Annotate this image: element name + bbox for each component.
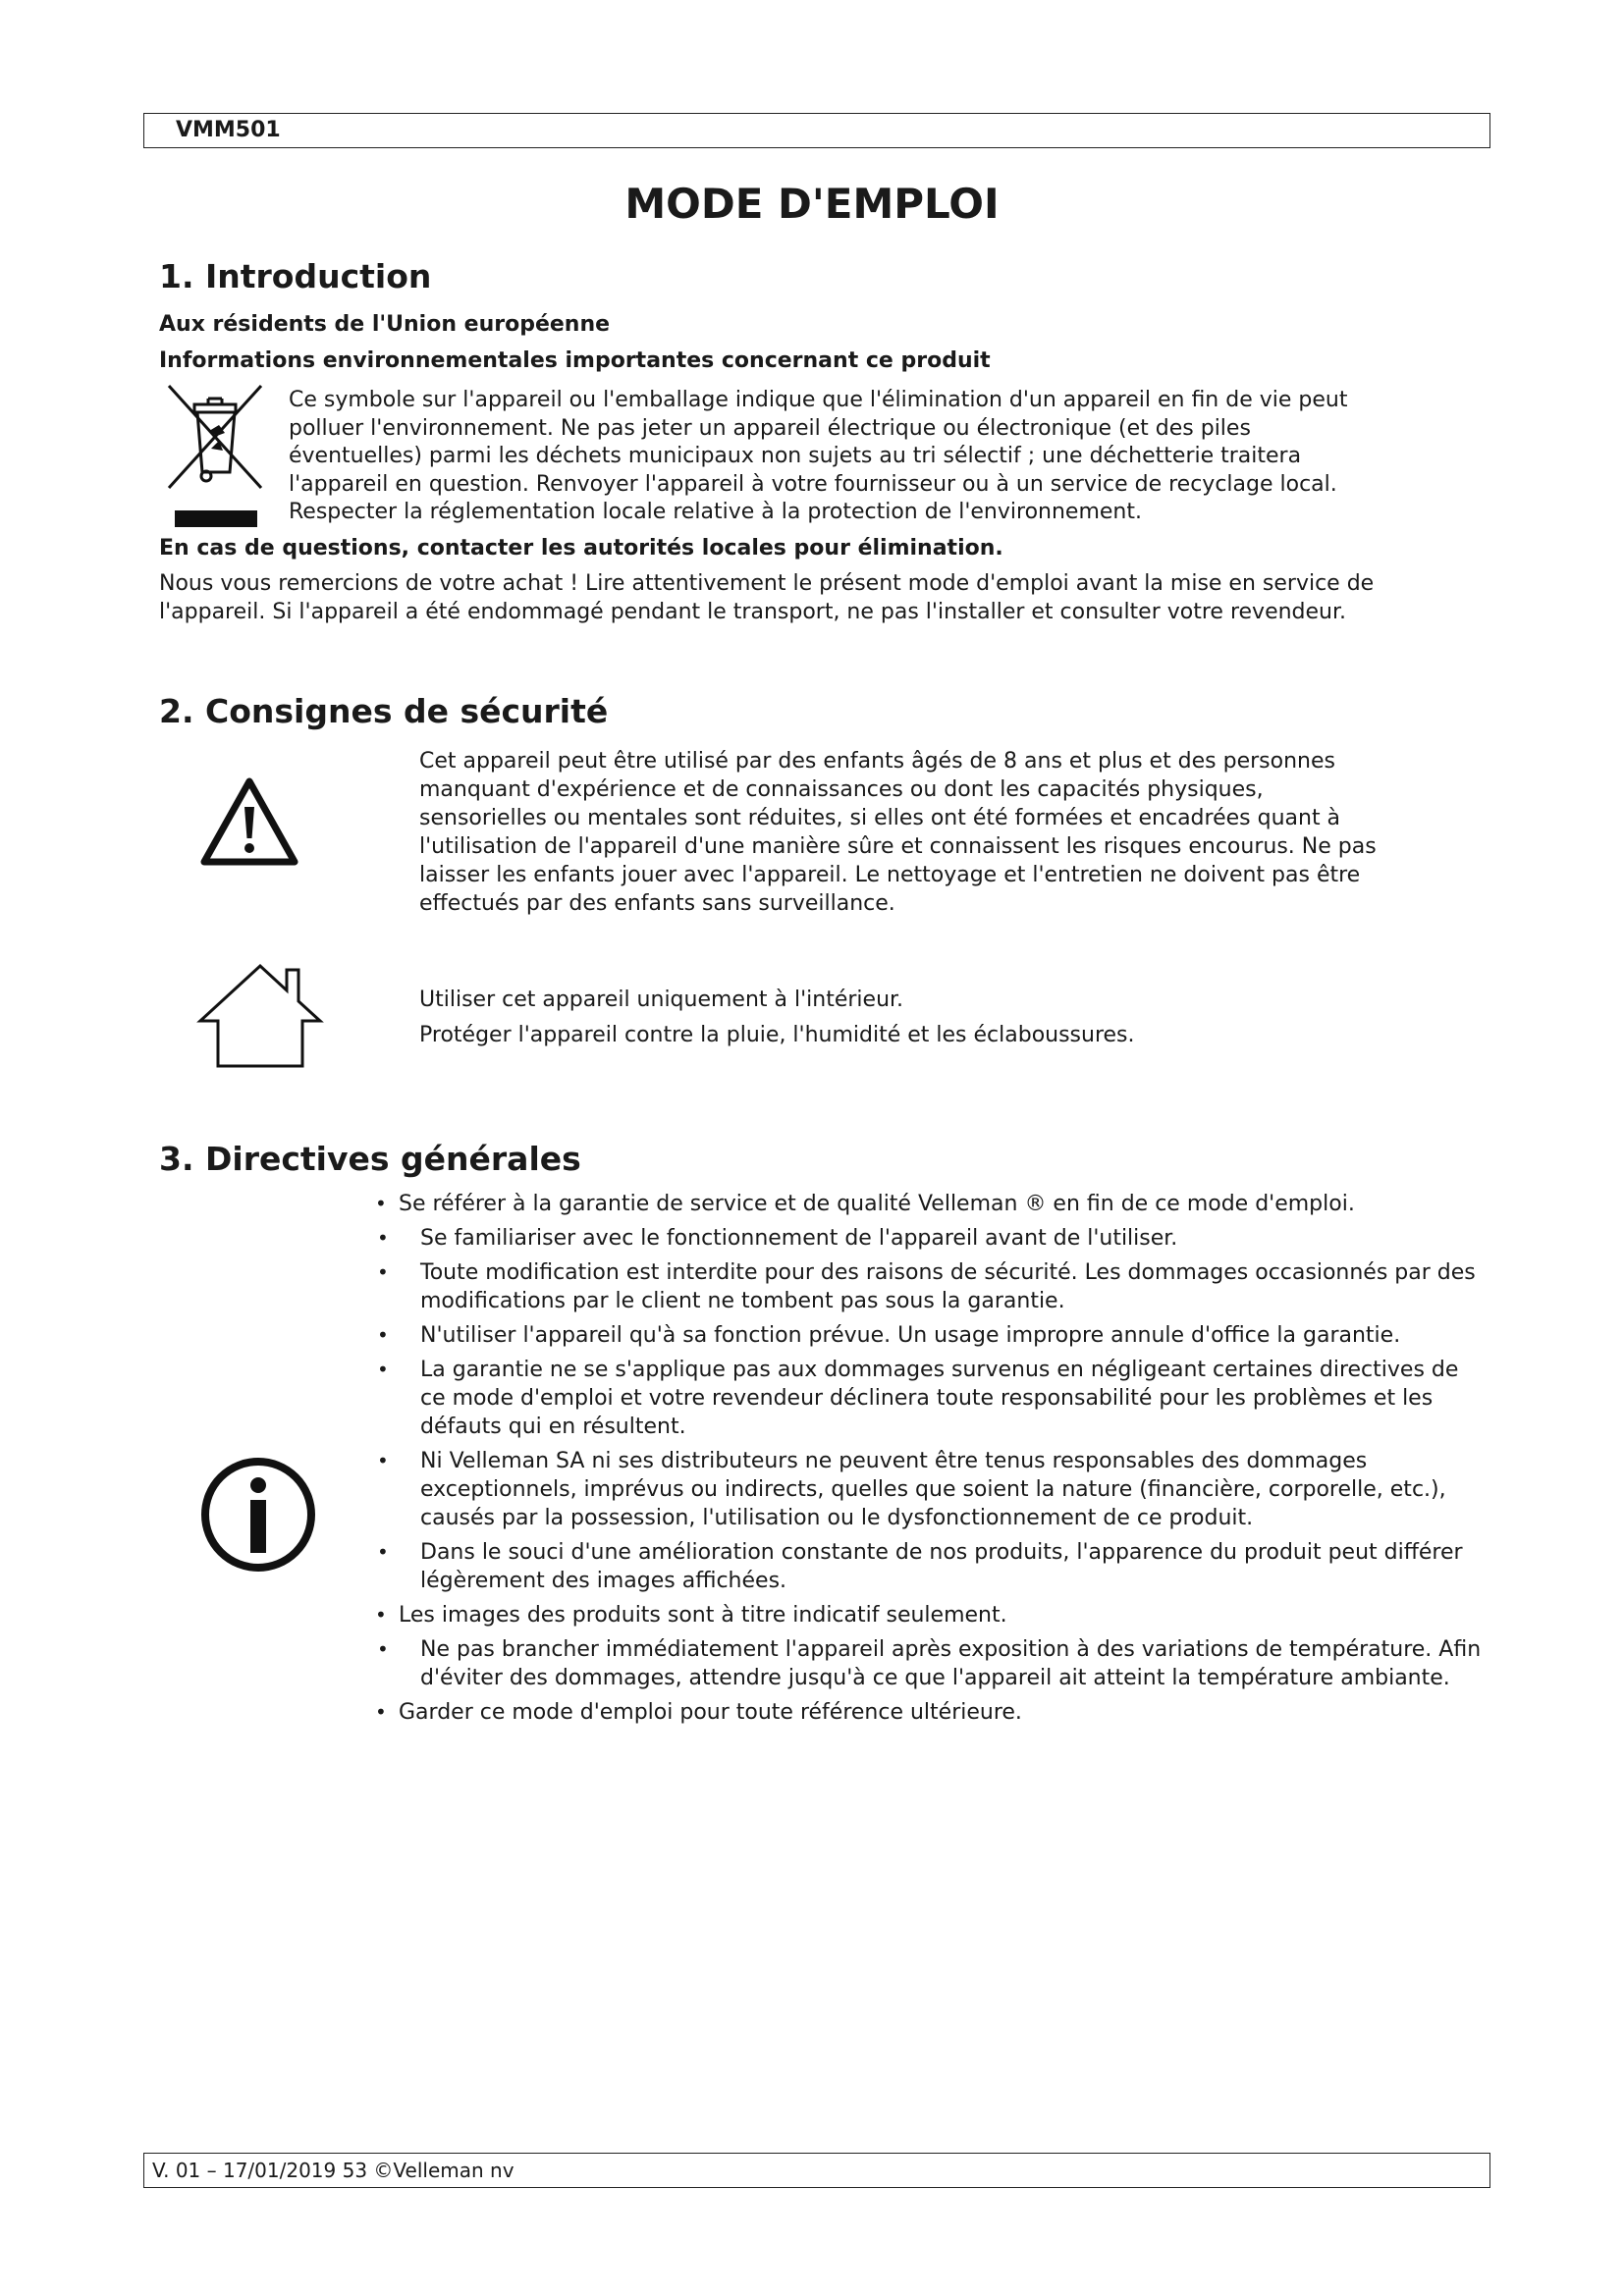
weee-text-line: polluer l'environnement. Ne pas jeter un appareil électrique ou électronique (et des piles: [289, 415, 1251, 441]
bullet: •: [377, 1323, 389, 1347]
weee-crossed-bin-icon: [163, 380, 271, 527]
list-item-text: Dans le souci d'une amélioration constante de nos produits, l'apparence du produit peut différer légèrement des images affichées.: [420, 1540, 1463, 1593]
list-item-text: Se familiariser avec le fonctionnement de l'appareil avant de l'utiliser.: [420, 1226, 1178, 1251]
list-item-text: Garder ce mode d'emploi pour toute référence ultérieure.: [399, 1700, 1022, 1725]
indoor-text-1: Utiliser cet appareil uniquement à l'intérieur.: [419, 988, 904, 1012]
weee-text-line: Ce symbole sur l'appareil ou l'emballage indique que l'élimination d'un appareil en fin de vie peut: [289, 388, 1348, 412]
bullet: •: [377, 1637, 389, 1661]
thanks-line: Nous vous remercions de votre achat ! Lire attentivement le présent mode d'emploi avant la mise en service de: [159, 571, 1375, 596]
section-2-heading: 2. Consignes de sécurité: [159, 692, 609, 730]
list-item-text: Se référer à la garantie de service et de qualité Velleman ® en fin de ce mode d'emploi.: [399, 1192, 1355, 1216]
page-footer: [143, 2153, 1490, 2188]
directives-list: [373, 1190, 1483, 1733]
model-number: VMM501: [176, 118, 281, 142]
bullet: •: [377, 1226, 389, 1250]
warning-text-line: sensorielles ou mentales sont réduites, si elles ont été formées et encadrées quant à: [419, 806, 1341, 830]
list-item: [373, 1258, 1483, 1315]
bullet: •: [377, 1540, 389, 1564]
bullet: •: [377, 1449, 389, 1472]
page-header: [143, 113, 1490, 148]
list-item: [373, 1447, 1483, 1532]
list-item-text: La garantie ne se s'applique pas aux dommages survenus en négligeant certaines directives de ce mode d'emploi et votre revendeur déclinera toute responsabilité pour les problèmes et les défauts qui en résultent.: [420, 1358, 1459, 1439]
warning-text-line: laisser les enfants jouer avec l'appareil. Le nettoyage et l'entretien ne doivent pas être: [419, 863, 1361, 887]
list-item: [373, 1224, 1483, 1253]
bullet: •: [375, 1603, 387, 1627]
questions-line: En cas de questions, contacter les autorités locales pour élimination.: [159, 536, 1003, 561]
bullet: •: [377, 1260, 389, 1284]
weee-text-line: éventuelles) parmi les déchets municipaux non sujets au tri sélectif ; une déchetterie traitera: [289, 444, 1302, 468]
list-item: [373, 1321, 1483, 1350]
section-3-heading: 3. Directives générales: [159, 1140, 581, 1178]
document-title: MODE D'EMPLOI: [624, 180, 1000, 228]
warning-text-line: manquant d'expérience et de connaissances ou dont les capacités physiques,: [419, 777, 1264, 802]
warning-text-line: Cet appareil peut être utilisé par des enfants âgés de 8 ans et plus et des personnes: [419, 749, 1335, 774]
thanks-line: l'appareil. Si l'appareil a été endommagé pendant le transport, ne pas l'installer et consulter votre revendeur.: [159, 600, 1347, 624]
list-item: [373, 1601, 1483, 1629]
warning-text-line: effectués par des enfants sans surveillance.: [419, 891, 895, 916]
list-item: [373, 1190, 1483, 1218]
list-item-text: Toute modification est interdite pour des raisons de sécurité. Les dommages occasionnés par des modifications par le client ne tombent pas sous la garantie.: [420, 1260, 1476, 1313]
warning-text-line: l'utilisation de l'appareil d'une manière sûre et connaissent les risques encourus. Ne pas: [419, 834, 1377, 859]
footer-text: V. 01 – 17/01/2019 53 ©Velleman nv: [152, 2159, 514, 2182]
section-1-heading: 1. Introduction: [159, 257, 432, 295]
list-item: [373, 1635, 1483, 1692]
weee-text-line: l'appareil en question. Renvoyer l'appareil à votre fournisseur ou à un service de recyclage local.: [289, 471, 1337, 497]
bullet: •: [375, 1192, 387, 1215]
bullet: •: [377, 1358, 389, 1381]
env-info-line: Informations environnementales importantes concernant ce produit: [159, 348, 991, 373]
info-icon: [199, 1456, 317, 1574]
indoor-text-2: Protéger l'appareil contre la pluie, l'humidité et les éclaboussures.: [419, 1023, 1135, 1047]
warning-triangle-icon: [200, 777, 298, 866]
list-item-text: Ni Velleman SA ni ses distributeurs ne peuvent être tenus responsables des dommages exceptionnels, imprévus ou indirects, quelles que soient la nature (financière, corporelle, etc.), causés par la possession, l'utilisation ou le dysfonctionnement de ce produit.: [420, 1449, 1446, 1530]
bullet: •: [375, 1700, 387, 1724]
list-item: [373, 1698, 1483, 1727]
list-item-text: Ne pas brancher immédiatement l'appareil après exposition à des variations de température. Afin d'éviter des dommages, attendre jusqu'à ce que l'appareil ait atteint la température ambiante.: [420, 1637, 1482, 1690]
list-item: [373, 1538, 1483, 1595]
list-item: [373, 1356, 1483, 1441]
list-item-text: Les images des produits sont à titre indicatif seulement.: [399, 1603, 1007, 1628]
weee-text-line: Respecter la réglementation locale relative à la protection de l'environnement.: [289, 500, 1142, 524]
indoor-house-icon: [196, 962, 324, 1070]
eu-residents-line: Aux résidents de l'Union européenne: [159, 312, 611, 337]
list-item-text: N'utiliser l'appareil qu'à sa fonction prévue. Un usage impropre annule d'office la garantie.: [420, 1323, 1401, 1348]
